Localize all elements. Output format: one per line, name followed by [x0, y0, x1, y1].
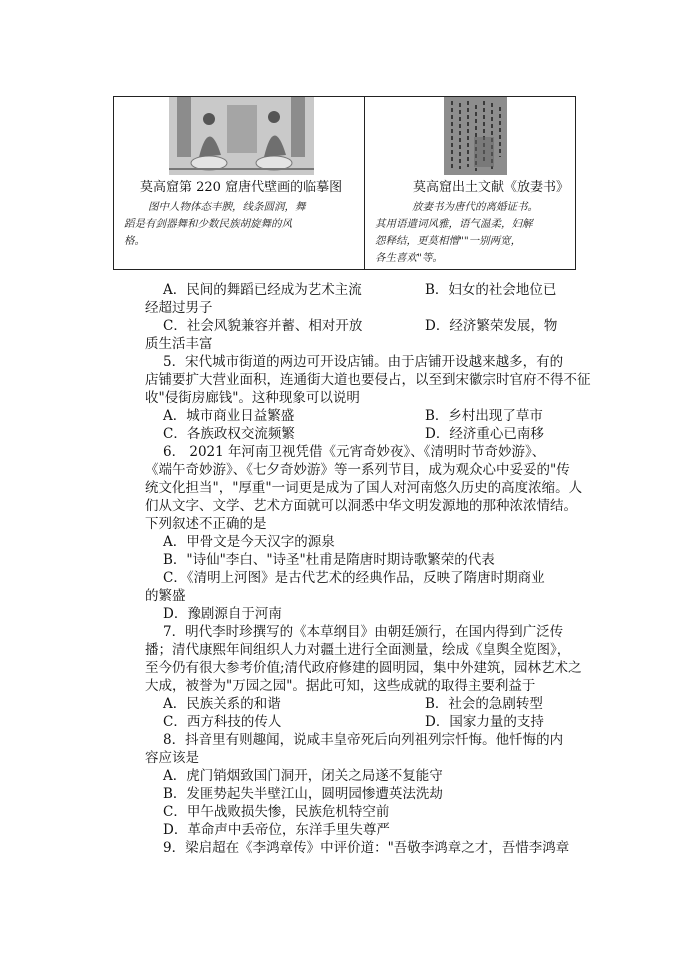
option-c: C．甲午战败损失惨，民族危机特空前 — [163, 804, 390, 820]
document-note-line: 放妻书为唐代的离婚证书。 — [412, 201, 538, 213]
question-5: 5．宋代城市街道的两边可开设店铺。由于店铺开设越来越多，有的 — [163, 354, 564, 370]
option-c: C．社会风貌兼容并蓄、相对开放 — [163, 318, 363, 334]
question-text: 至今仍有很大参考价值;清代政府修建的圆明园，集中外建筑，园林艺术之 — [145, 660, 582, 676]
mural-note-line: 图中人物体态丰腴，线条圆润，舞 — [148, 201, 306, 213]
manuscript-image — [444, 97, 507, 175]
document-note-line: 其用语遣词风雅，语气温柔，妇解 — [375, 218, 533, 230]
mural-caption: 莫高窟第 220 窟唐代壁画的临摹图 — [140, 180, 343, 195]
mural-note-line: 蹈是有剑器舞和少数民族胡旋舞的风 — [124, 218, 292, 230]
option-a: A．甲骨文是今天汉字的源泉 — [163, 534, 335, 550]
option-c: C．各族政权交流频繁 — [163, 426, 295, 442]
option-a: A．虎门销烟致国门洞开，闭关之局遂不复能守 — [163, 768, 443, 784]
option-b: B．"诗仙"李白、"诗圣"杜甫是隋唐时期诗歌繁荣的代表 — [163, 552, 495, 568]
question-text: 《端午奇妙游》、《七夕奇妙游》等一系列节目，成为观众心中妥妥的"传 — [145, 462, 570, 478]
mural-image — [169, 97, 314, 175]
option-c: C．《清明上河图》是古代艺术的经典作品，反映了隋唐时期商业 — [163, 570, 545, 586]
question-text: 下列叙述不正确的是 — [145, 516, 267, 532]
option-d: D．革命声中丢帝位，东洋手里失尊严 — [163, 822, 390, 838]
option-a: A．民间的舞蹈已经成为艺术主流 — [163, 282, 362, 298]
option-d: D．经济繁荣发展，物 — [425, 318, 558, 334]
document-note-line: 怨释结，更莫相憎""一别两宽， — [375, 235, 522, 247]
option-continuation: 质生活丰富 — [145, 336, 213, 352]
question-text: 大成，被誉为"万园之园"。据此可知，这些成就的取得主要利益于 — [145, 678, 536, 694]
figure-cell-document — [365, 97, 575, 269]
option-b: B．发匪势起失半壁江山，圆明园惨遭英法洗劫 — [163, 786, 443, 802]
question-text: 统文化担当"，"厚重"一词更是成为了国人对河南悠久历史的高度浓缩。人 — [145, 480, 583, 496]
option-d: D．国家力量的支持 — [425, 714, 544, 730]
question-7: 7．明代李时珍撰写的《本草纲目》由朝廷颁行，在国内得到广泛传 — [163, 624, 564, 640]
question-text: 店铺要扩大营业面积，连通街大道也要侵占，以至到宋徽宗时官府不得不征 — [145, 372, 591, 388]
document-note-line: 各生喜欢"等。 — [375, 252, 443, 264]
question-text: 们从文字、文学、艺术方面就可以洞悉中华文明发源地的那种浓浓情结。 — [145, 498, 577, 514]
document-caption: 莫高窟出土文献《放妻书》 — [413, 180, 570, 195]
question-text: 收"侵街房廊钱"。这种现象可以说明 — [145, 390, 360, 406]
option-a: A．城市商业日益繁盛 — [163, 408, 295, 424]
figure-cell-mural — [114, 97, 365, 269]
option-b: B．乡村出现了草市 — [425, 408, 543, 424]
option-c: C．西方科技的传人 — [163, 714, 282, 730]
option-b: B．社会的急剧转型 — [425, 696, 543, 712]
figure-table — [113, 96, 576, 270]
option-continuation: 的繁盛 — [145, 588, 186, 604]
option-d: D．经济重心已南移 — [425, 426, 544, 442]
question-8: 8．抖音里有则趣闻，说咸丰皇帝死后向列祖列宗忏悔。他忏悔的内 — [163, 732, 564, 748]
question-9: 9．梁启超在《李鸿章传》中评价道："吾敬李鸿章之才，吾惜李鸿章 — [163, 840, 570, 856]
option-continuation: 经超过男子 — [145, 300, 213, 316]
option-a: A．民族关系的和谐 — [163, 696, 281, 712]
mural-note-line: 格。 — [124, 235, 145, 247]
option-b: B．妇女的社会地位已 — [425, 282, 557, 298]
option-d: D．豫剧源自于河南 — [163, 606, 282, 622]
question-text: 播；清代康熙年间组织人力对疆土进行全面测量，绘成《皇舆全览图》， — [145, 642, 571, 658]
question-6: 6． 2021 年河南卫视凭借《元宵奇妙夜》、《清明时节奇妙游》、 — [163, 444, 546, 460]
question-text: 容应该是 — [145, 750, 199, 766]
